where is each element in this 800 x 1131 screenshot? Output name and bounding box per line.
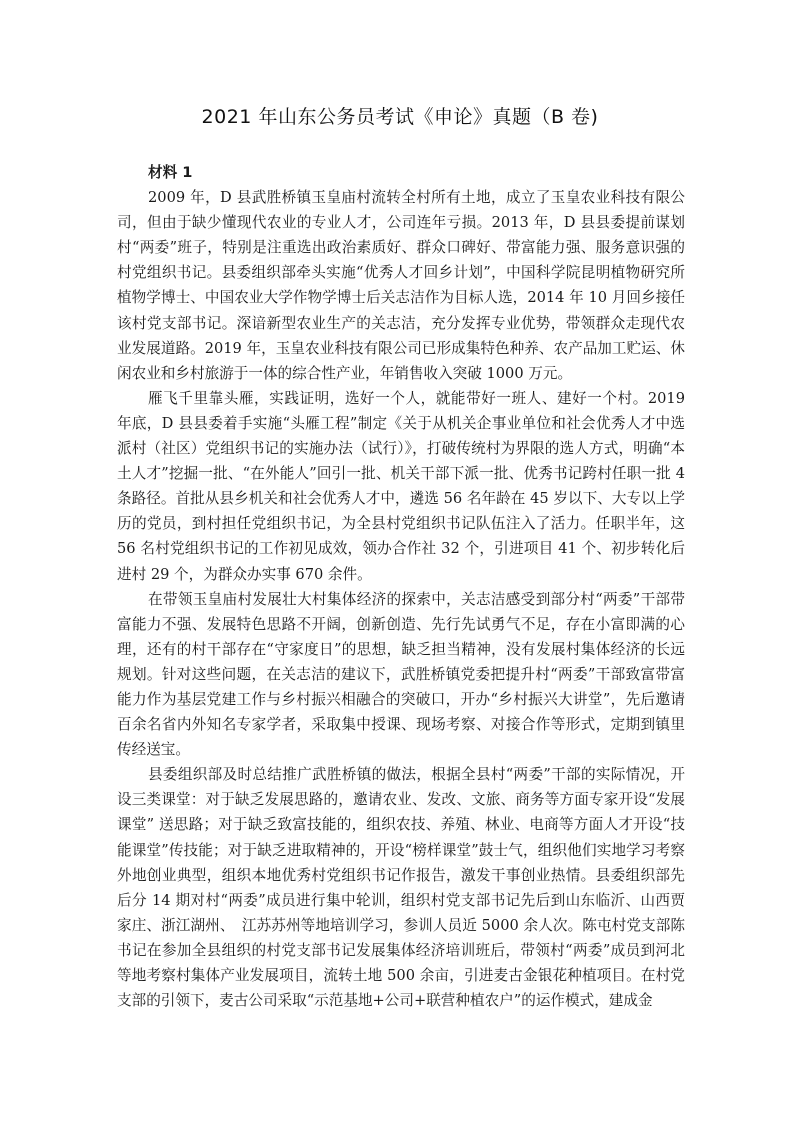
paragraph: 雁飞千里靠头雁，实践证明，选好一个人，就能带好一班人、建好一个村。2019 年底，D 县县委着手实施“头雁工程”制定《关于从机关企事业单位和社会优秀人才中选派村（社区）党组织书记的实施办法（试行）》，打破传统村为界限的选人方式，明确“本土人才”挖掘一批、“在外能人”回引一批、机关干部下派一批、优秀书记跨村任职一批 4 条路径。首批从县乡机关和社会优秀人才中，遴选 56 名年龄在 45 岁以下、大专以上学历的党员，到村担任党组织书记，为全县村党组织书记队伍注入了活力。任职半年，这 56 名村党组织书记的工作初见成效，领办合作社 32 个，引进项目 41 个、初步转化后进村 29 个，为群众办实事 670 余件。: [117, 389, 685, 583]
document-body: [117, 160, 685, 1013]
document-title: 2021 年山东公务员考试《申论》真题（B 卷): [201, 106, 599, 128]
paragraph: 县委组织部及时总结推广武胜桥镇的做法，根据全县村“两委”干部的实际情况，开设三类课堂：对于缺乏发展思路的，邀请农业、发改、文旅、商务等方面专家开设“发展课堂” 送思路；对于缺乏致富技能的，组织农技、养殖、林业、电商等方面人才开设“技能课堂”传技能；对于缺乏进取精神的，开设“榜样课堂”鼓士气，组织他们实地学习考察外地创业典型，组织本地优秀村党组织书记作报告，激发干事创业热情。县委组织部先后分 14 期对村“两委”成员进行集中轮训，组织村党支部书记先后到山东临沂、山西贾家庄、浙江湖州、 江苏苏州等地培训学习，参训人员近 5000 余人次。陈屯村党支部陈书记在参加全县组织的村党支部书记发展集体经济培训班后，带领村“两委”成员到河北等地考察村集体产业发展项目，流转土地 500 余亩，引进麦古金银花种植项目。在村党支部的引领下，麦古公司采取“示范基地+公司+联营种植农户”的运作模式，建成金: [117, 766, 685, 1010]
section-heading: 材料 1: [148, 164, 193, 181]
paragraph: 在带领玉皇庙村发展壮大村集体经济的探索中，关志洁感受到部分村“两委”干部带富能力不强、发展特色思路不开阔，创新创造、先行先试勇气不足，存在小富即满的心理，还有的村干部存在“守家度日”的思想，缺乏担当精神，没有发展村集体经济的长远规划。针对这些问题，在关志洁的建议下，武胜桥镇党委把提升村“两委”干部致富带富能力作为基层党建工作与乡村振兴相融合的突破口，开办“乡村振兴大讲堂”，先后邀请百余名省内外知名专家学者，采取集中授课、现场考察、对接合作等形式，定期到镇里传经送宝。: [117, 590, 685, 759]
paragraph: 2009 年，D 县武胜桥镇玉皇庙村流转全村所有土地，成立了玉皇农业科技有限公司，但由于缺少懂现代农业的专业人才，公司连年亏损。2013 年，D 县县委提前谋划村“两委”班子，特别是注重选出政治素质好、群众口碑好、带富能力强、服务意识强的村党组织书记。县委组织部牵头实施“优秀人才回乡计划”，中国科学院昆明植物研究所植物学博士、中国农业大学作物学博士后关志洁作为目标人选，2014 年 10 月回乡接任该村党支部书记。深谙新型农业生产的关志洁，充分发挥专业优势，带领群众走现代农业发展道路。2019 年，玉皇农业科技有限公司已形成集特色种养、农产品加工贮运、休闲农业和乡村旅游于一体的综合性产业，年销售收入突破 1000 万元。: [117, 189, 685, 382]
